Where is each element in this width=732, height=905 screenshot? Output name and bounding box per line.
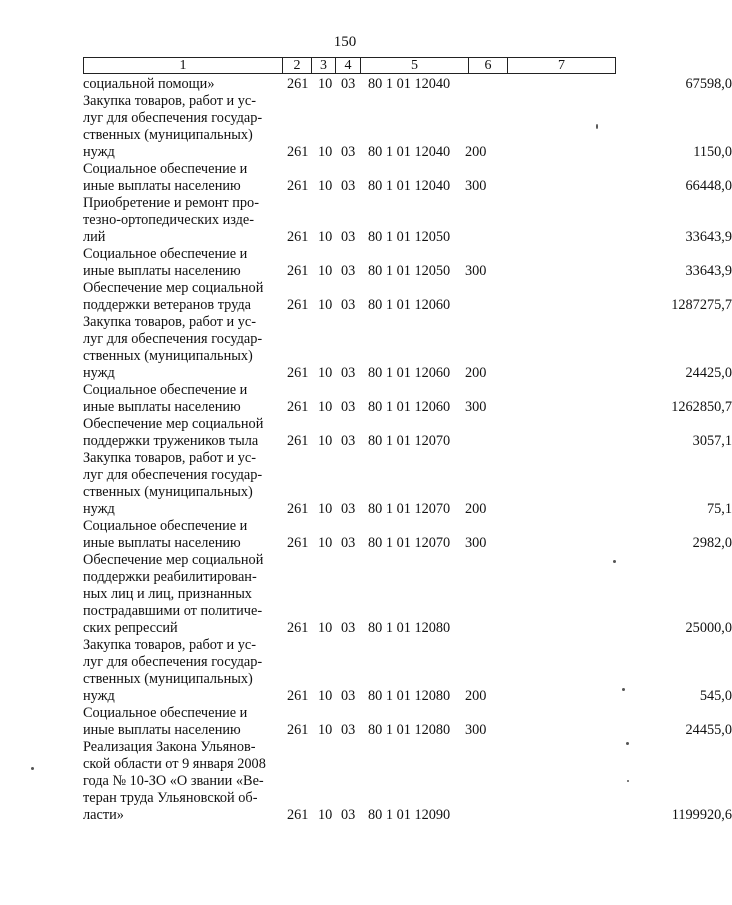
header-col-2: 2 <box>282 57 312 74</box>
speck <box>626 742 629 745</box>
table-row <box>83 195 732 246</box>
speck <box>31 767 34 770</box>
col6-expense-type: 200 <box>465 688 487 704</box>
col4-subsection: 03 <box>341 807 356 823</box>
speck <box>622 688 625 691</box>
col7-amount: 545,0 <box>699 688 732 704</box>
description-line: Закупка товаров, работ и ус- <box>83 637 257 653</box>
description-line: луг для обеспечения государ- <box>83 654 263 670</box>
description-line: ственных (муниципальных) <box>83 348 253 364</box>
col7-amount: 33643,9 <box>685 263 732 279</box>
description-line: поддержки тружеников тыла <box>83 433 259 449</box>
col5-target-article: 80 1 01 12070 <box>368 535 451 551</box>
description-line: Социальное обеспечение и <box>83 518 248 534</box>
col5-target-article: 80 1 01 12080 <box>368 688 451 704</box>
row-description <box>83 552 280 637</box>
col4-subsection: 03 <box>341 297 356 313</box>
description-line: Социальное обеспечение и <box>83 705 248 721</box>
description-line: ственных (муниципальных) <box>83 127 253 143</box>
col6-expense-type: 300 <box>465 263 487 279</box>
description-line: Обеспечение мер социальной <box>83 280 264 296</box>
description-line: Обеспечение мер социальной <box>83 552 264 568</box>
description-line: Закупка товаров, работ и ус- <box>83 93 257 109</box>
col6-expense-type: 300 <box>465 722 487 738</box>
col7-amount: 33643,9 <box>685 229 732 245</box>
col4-subsection: 03 <box>341 178 356 194</box>
col3-section: 10 <box>318 501 333 517</box>
description-line: ственных (муниципальных) <box>83 484 253 500</box>
col4-subsection: 03 <box>341 433 356 449</box>
table-row <box>83 161 732 195</box>
col6-expense-type: 200 <box>465 501 487 517</box>
col7-amount: 24425,0 <box>685 365 732 381</box>
row-description <box>83 76 280 93</box>
col4-subsection: 03 <box>341 722 356 738</box>
col2-code: 261 <box>287 535 309 551</box>
col3-section: 10 <box>318 178 333 194</box>
description-line: поддержки реабилитирован- <box>83 569 257 585</box>
col7-amount: 66448,0 <box>685 178 732 194</box>
description-line: Закупка товаров, работ и ус- <box>83 450 257 466</box>
table-row <box>83 518 732 552</box>
row-description <box>83 450 280 518</box>
col4-subsection: 03 <box>341 76 356 92</box>
header-col-6: 6 <box>468 57 508 74</box>
description-line: нужд <box>83 688 115 704</box>
col7-amount: 1262850,7 <box>671 399 732 415</box>
row-description <box>83 518 280 552</box>
col6-expense-type: 200 <box>465 365 487 381</box>
table-row <box>83 314 732 382</box>
col2-code: 261 <box>287 620 309 636</box>
table-row <box>83 637 732 705</box>
col7-amount: 24455,0 <box>685 722 732 738</box>
col7-amount: 3057,1 <box>692 433 732 449</box>
col2-code: 261 <box>287 229 309 245</box>
table-row <box>83 739 732 824</box>
col2-code: 261 <box>287 365 309 381</box>
description-line: луг для обеспечения государ- <box>83 467 263 483</box>
col4-subsection: 03 <box>341 535 356 551</box>
col5-target-article: 80 1 01 12080 <box>368 620 451 636</box>
description-line: ственных (муниципальных) <box>83 671 253 687</box>
col3-section: 10 <box>318 297 333 313</box>
col3-section: 10 <box>318 229 333 245</box>
speck <box>627 780 629 782</box>
description-line: Социальное обеспечение и <box>83 382 248 398</box>
description-line: пострадавшими от политиче- <box>83 603 263 619</box>
col2-code: 261 <box>287 722 309 738</box>
description-line: иные выплаты населению <box>83 399 241 415</box>
description-line: нужд <box>83 365 115 381</box>
col6-expense-type: 300 <box>465 178 487 194</box>
col5-target-article: 80 1 01 12050 <box>368 229 451 245</box>
description-line: Обеспечение мер социальной <box>83 416 264 432</box>
table-row <box>83 382 732 416</box>
description-line: ных лиц и лиц, признанных <box>83 586 252 602</box>
col5-target-article: 80 1 01 12080 <box>368 722 451 738</box>
header-col-3: 3 <box>311 57 336 74</box>
row-description <box>83 161 280 195</box>
col7-amount: 2982,0 <box>692 535 732 551</box>
col2-code: 261 <box>287 501 309 517</box>
col3-section: 10 <box>318 688 333 704</box>
col2-code: 261 <box>287 433 309 449</box>
row-description <box>83 195 280 246</box>
col6-expense-type: 300 <box>465 399 487 415</box>
description-line: Социальное обеспечение и <box>83 161 248 177</box>
col4-subsection: 03 <box>341 399 356 415</box>
description-line: Социальное обеспечение и <box>83 246 248 262</box>
table-row <box>83 93 732 161</box>
col5-target-article: 80 1 01 12050 <box>368 263 451 279</box>
description-line: Закупка товаров, работ и ус- <box>83 314 257 330</box>
row-description <box>83 280 280 314</box>
description-line: иные выплаты населению <box>83 178 241 194</box>
col2-code: 261 <box>287 688 309 704</box>
col5-target-article: 80 1 01 12040 <box>368 178 451 194</box>
col5-target-article: 80 1 01 12090 <box>368 807 451 823</box>
table-body <box>83 76 732 824</box>
col2-code: 261 <box>287 807 309 823</box>
col4-subsection: 03 <box>341 144 356 160</box>
col7-amount: 75,1 <box>706 501 732 517</box>
description-line: социальной помощи» <box>83 76 215 92</box>
col3-section: 10 <box>318 535 333 551</box>
col7-amount: 67598,0 <box>685 76 732 92</box>
col7-amount: 1150,0 <box>693 144 732 160</box>
col5-target-article: 80 1 01 12040 <box>368 76 451 92</box>
header-col-1: 1 <box>83 57 283 74</box>
col5-target-article: 80 1 01 12040 <box>368 144 451 160</box>
speck <box>596 124 598 129</box>
col7-amount: 1287275,7 <box>671 297 732 313</box>
col3-section: 10 <box>318 433 333 449</box>
col2-code: 261 <box>287 297 309 313</box>
col2-code: 261 <box>287 263 309 279</box>
description-line: нужд <box>83 501 115 517</box>
col2-code: 261 <box>287 76 309 92</box>
col5-target-article: 80 1 01 12060 <box>368 365 451 381</box>
speck <box>613 560 616 563</box>
description-line: Приобретение и ремонт про- <box>83 195 259 211</box>
col3-section: 10 <box>318 144 333 160</box>
col3-section: 10 <box>318 620 333 636</box>
col3-section: 10 <box>318 263 333 279</box>
description-line: лий <box>83 229 106 245</box>
page-number: 150 <box>333 34 357 50</box>
description-line: ских репрессий <box>83 620 178 636</box>
col3-section: 10 <box>318 807 333 823</box>
row-description <box>83 314 280 382</box>
table-row <box>83 246 732 280</box>
description-line: тезно-ортопедических изде- <box>83 212 255 228</box>
col3-section: 10 <box>318 365 333 381</box>
row-description <box>83 739 280 824</box>
col5-target-article: 80 1 01 12070 <box>368 501 451 517</box>
col4-subsection: 03 <box>341 620 356 636</box>
description-line: года № 10-ЗО «О звании «Ве- <box>83 773 264 789</box>
table-row <box>83 450 732 518</box>
col4-subsection: 03 <box>341 229 356 245</box>
row-description <box>83 416 280 450</box>
description-line: поддержки ветеранов труда <box>83 297 251 313</box>
col4-subsection: 03 <box>341 263 356 279</box>
description-line: ской области от 9 января 2008 <box>83 756 266 772</box>
col2-code: 261 <box>287 178 309 194</box>
description-line: иные выплаты населению <box>83 263 241 279</box>
description-line: теран труда Ульяновской об- <box>83 790 258 806</box>
table-row <box>83 76 732 93</box>
col2-code: 261 <box>287 144 309 160</box>
description-line: иные выплаты населению <box>83 722 241 738</box>
description-line: нужд <box>83 144 115 160</box>
col4-subsection: 03 <box>341 365 356 381</box>
description-line: иные выплаты населению <box>83 535 241 551</box>
col4-subsection: 03 <box>341 688 356 704</box>
col3-section: 10 <box>318 76 333 92</box>
header-col-7: 7 <box>507 57 616 74</box>
col5-target-article: 80 1 01 12070 <box>368 433 451 449</box>
row-description <box>83 705 280 739</box>
table-row <box>83 416 732 450</box>
description-line: луг для обеспечения государ- <box>83 110 263 126</box>
col4-subsection: 03 <box>341 501 356 517</box>
table-row <box>83 705 732 739</box>
col6-expense-type: 300 <box>465 535 487 551</box>
col7-amount: 25000,0 <box>685 620 732 636</box>
col5-target-article: 80 1 01 12060 <box>368 297 451 313</box>
header-col-4: 4 <box>335 57 361 74</box>
col3-section: 10 <box>318 399 333 415</box>
table-row <box>83 280 732 314</box>
description-line: луг для обеспечения государ- <box>83 331 263 347</box>
col2-code: 261 <box>287 399 309 415</box>
col5-target-article: 80 1 01 12060 <box>368 399 451 415</box>
row-description <box>83 93 280 161</box>
col6-expense-type: 200 <box>465 144 487 160</box>
description-line: Реализация Закона Ульянов- <box>83 739 256 755</box>
row-description <box>83 246 280 280</box>
row-description <box>83 637 280 705</box>
description-line: ласти» <box>83 807 124 823</box>
col7-amount: 1199920,6 <box>671 807 732 823</box>
row-description <box>83 382 280 416</box>
header-col-5: 5 <box>360 57 469 74</box>
table-row <box>83 552 732 637</box>
col3-section: 10 <box>318 722 333 738</box>
